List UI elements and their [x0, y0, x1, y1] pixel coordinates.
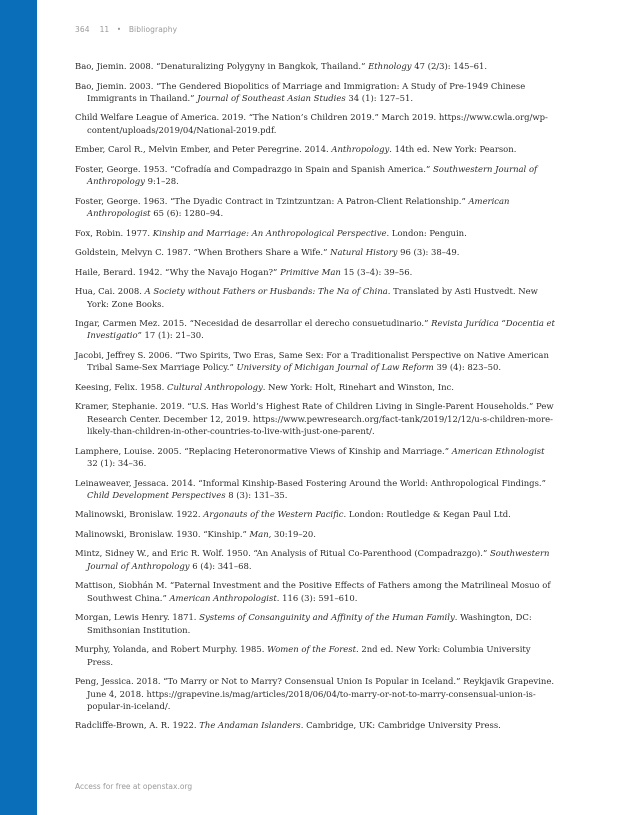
entry-text-end: 30:19–20. [271, 528, 316, 539]
entry-text: Lamphere, Louise. 2005. “Replacing Heteronormative Views of Kinship and Marriage.” [75, 445, 452, 456]
bibliography-entry [75, 143, 555, 155]
entry-text: Haile, Berard. 1942. “Why the Navajo Hogan?” [75, 266, 281, 277]
entry-text-end: . Translated by Asti Hustvedt. New York: Zone Books. [87, 286, 538, 309]
entry-text-end: . 116 (3): 591–610. [276, 592, 358, 603]
entry-text: Radcliffe-Brown, A. R. 1922. [75, 720, 200, 731]
entry-text-end: 8 (3): 131–35. [225, 489, 288, 500]
bibliography-list [75, 60, 555, 739]
entry-text-end: . London: Routledge & Kegan Paul Ltd. [343, 509, 511, 520]
section-title: Bibliography [128, 25, 178, 34]
side-accent-bar [0, 0, 37, 815]
bibliography-entry [75, 675, 555, 712]
bibliography-entry [75, 508, 555, 520]
entry-text: Leinaweaver, Jessaca. 2014. “Informal Kinship-Based Fostering Around the World: Anthropological Findings.” [75, 477, 546, 488]
bibliography-entry [75, 547, 555, 572]
bibliography-entry [75, 579, 555, 604]
entry-text: Ingar, Carmen Mez. 2015. “Necesidad de desarrollar el derecho consuetudinario.” [75, 318, 432, 329]
entry-text: Jacobi, Jeffrey S. 2006. “Two Spirits, Two Eras, Same Sex: For a Traditionalist Perspective on Native American Tribal Same-Sex Marriage Policy.” [75, 349, 549, 373]
entry-title: Revista Jurídica “Docentia et Investigatio” [87, 318, 555, 341]
entry-text: Keesing, Felix. 1958. [75, 381, 168, 392]
bibliography-entry [75, 60, 555, 72]
entry-text-end: 17 (1): 21–30. [141, 330, 204, 341]
entry-title: A Society without Fathers or Husbands: The Na of China [144, 286, 388, 297]
entry-text: Foster, George. 1953. “Cofradía and Compadrazgo in Spain and Spanish America.” [75, 163, 433, 174]
entry-text-end: 47 (2/3): 145–61. [411, 61, 488, 71]
entry-title: Anthropology [331, 144, 390, 155]
bibliography-entry [75, 445, 555, 470]
entry-text: Bao, Jiemin. 2008. “Denaturalizing Polygyny in Bangkok, Thailand.” [75, 61, 369, 71]
bibliography-entry [75, 111, 555, 136]
entry-text-end: 6 (4): 341–68. [189, 560, 252, 571]
entry-title: Southwestern Journal of Anthropology [87, 163, 538, 187]
entry-text: Fox, Robin. 1977. [75, 227, 153, 238]
entry-text: Malinowski, Bronislaw. 1930. “Kinship.” [75, 528, 250, 539]
entry-title: University of Michigan Journal of Law Reform [236, 362, 434, 373]
bibliography-entry [75, 266, 555, 278]
bibliography-entry [75, 80, 555, 105]
entry-text-end: . London: Penguin. [386, 227, 467, 238]
bibliography-entry [75, 285, 555, 310]
entry-text: Bao, Jiemin. 2003. “The Gendered Biopolitics of Marriage and Immigration: A Study of Pre-1949 Chinese Immigrants in Thailand.” [75, 80, 526, 103]
bibliography-entry [75, 317, 555, 342]
entry-title: Child Development Perspectives [87, 489, 226, 500]
bibliography-entry [75, 719, 555, 731]
entry-text-end: 15 (3–4): 39–56. [340, 266, 413, 277]
entry-text: Morgan, Lewis Henry. 1871. [75, 612, 200, 623]
entry-text-end: . Washington, DC: Smithsonian Institution. [87, 612, 532, 635]
entry-text-end: 39 (4): 823–50. [433, 362, 502, 373]
bibliography-entry [75, 643, 555, 668]
bibliography-entry [75, 400, 555, 437]
entry-title: Kinship and Marriage: An Anthropological Perspective [152, 227, 387, 238]
entry-text-end: 34 (1): 127–51. [345, 92, 414, 103]
bibliography-entry [75, 195, 555, 220]
entry-title: American Ethnologist [451, 445, 545, 456]
entry-title: American Anthropologist [169, 592, 277, 603]
entry-text: Mintz, Sidney W., and Eric R. Wolf. 1950. “An Analysis of Ritual Co-Parenthood (Compadrazgo).” [75, 548, 490, 559]
bibliography-entry [75, 611, 555, 636]
page-number: 364 [75, 25, 90, 34]
entry-text: Child Welfare League of America. 2019. “The Nation’s Children 2019.” March 2019. https://www.cwla.org/wp-content/uploads/2019/04/National-2019.pdf. [75, 112, 548, 135]
entry-title: Journal of Southeast Asian Studies [197, 92, 346, 103]
entry-text: Murphy, Yolanda, and Robert Murphy. 1985. [75, 644, 268, 655]
entry-text: Malinowski, Bronislaw. 1922. [75, 509, 204, 520]
entry-text: Mattison, Siobhán M. “Paternal Investment and the Positive Effects of Fathers among the Matrilineal Mosuo of Southwest China.” [75, 580, 551, 603]
entry-text-end: . New York: Holt, Rinehart and Winston, Inc. [262, 381, 454, 392]
bibliography-entry [75, 381, 555, 393]
bibliography-entry [75, 349, 555, 374]
entry-title: Systems of Consanguinity and Affinity of the Human Family [199, 612, 455, 623]
bibliography-entry [75, 246, 555, 258]
entry-text-end: . 14th ed. New York: Pearson. [389, 144, 517, 155]
entry-title: Natural History [330, 247, 398, 258]
entry-title: Southwestern Journal of Anthropology [87, 548, 550, 571]
header-separator: • [116, 25, 122, 34]
entry-title: Argonauts of the Western Pacific [203, 509, 344, 520]
entry-title: The Andaman Islanders [199, 720, 301, 731]
bibliography-entry [75, 227, 555, 239]
entry-title: Man, [249, 528, 272, 539]
entry-title: Primitive Man [280, 266, 341, 277]
entry-text-end: . 2nd ed. New York: Columbia University Press. [87, 644, 531, 667]
bibliography-entry [75, 528, 555, 540]
bibliography-entry [75, 163, 555, 188]
entry-text: Goldstein, Melvyn C. 1987. “When Brothers Share a Wife.” [75, 247, 331, 258]
entry-text-end: 96 (3): 38–49. [397, 247, 460, 258]
entry-text-end: 32 (1): 34–36. [87, 458, 147, 469]
entry-text: Peng, Jessica. 2018. “To Marry or Not to Marry? Consensual Union Is Popular in Iceland.” Reykjavik Grapevine. June 4, 2018. https://grapevine.is/mag/articles/2018/06/04/to-marry-or-not-to-marry-consensual-union-is-popular-in-iceland/. [75, 676, 554, 711]
footer-access-link[interactable]: Access for free at openstax.org [75, 782, 193, 791]
bibliography-entry [75, 477, 555, 502]
entry-title: American Anthropologist [87, 195, 510, 219]
entry-title: Ethnology [368, 61, 412, 71]
chapter-number: 11 [99, 25, 110, 34]
entry-text: Hua, Cai. 2008. [75, 286, 145, 297]
entry-text-end: 65 (6): 1280–94. [150, 208, 224, 219]
entry-text: Ember, Carol R., Melvin Ember, and Peter Peregrine. 2014. [75, 144, 332, 155]
running-header [75, 25, 177, 34]
entry-text-end: . Cambridge, UK: Cambridge University Press. [300, 720, 501, 731]
entry-title: Cultural Anthropology [167, 381, 263, 392]
entry-title: Women of the Forest [267, 644, 356, 655]
entry-text: Kramer, Stephanie. 2019. “U.S. Has World’s Highest Rate of Children Living in Single-Parent Households.” Pew Research Center. December 12, 2019. https://www.pewresearch.org/fact-tank/2019/12/12/u-s-children-more-likely-than-children-in-other-countries-to-live-with-just-one-parent/. [75, 401, 554, 437]
entry-text: Foster, George. 1963. “The Dyadic Contract in Tzintzuntzan: A Patron-Client Relationship.” [75, 195, 469, 206]
entry-text-end: 9:1–28. [144, 176, 179, 187]
